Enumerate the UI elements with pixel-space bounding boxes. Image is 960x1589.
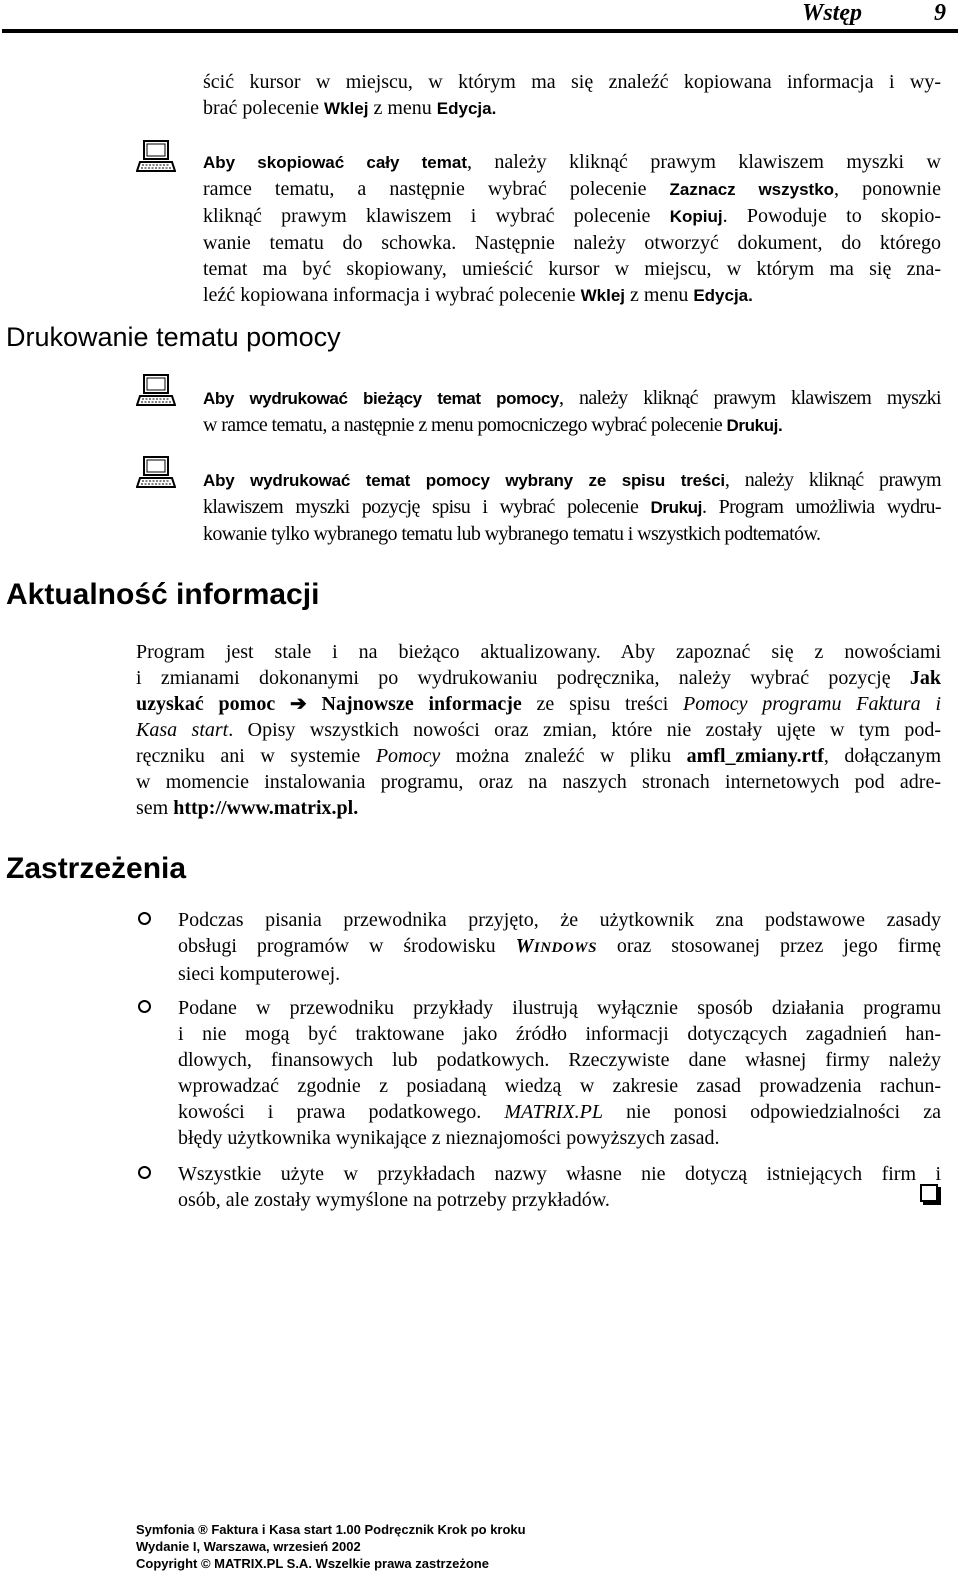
text-line: Podane w przewodniku przykłady ilustrują wyłącznie sposób działania programu — [178, 997, 941, 1019]
paragraph-print-current-topic — [203, 385, 941, 439]
text-run: . Powoduje to skopio- — [722, 205, 941, 227]
circle-bullet-icon — [138, 912, 151, 925]
paragraph-print-from-contents — [203, 467, 941, 547]
text-run: , ponownie — [834, 178, 941, 200]
list-item — [178, 995, 941, 1151]
text-run-bold: Aby wydrukować temat pomocy wybrany ze spisu treści — [203, 471, 725, 490]
text-run: ramce tematu, a następnie wybrać polecenie — [203, 178, 670, 200]
menu-command: Zaznacz wszystko — [669, 180, 835, 199]
text-line: sieci komputerowej. — [178, 963, 341, 985]
text-run: , należy kliknąć prawym — [724, 469, 941, 491]
text-run: , należy kliknąć prawym klawiszem myszki w — [466, 151, 941, 173]
computer-icon — [136, 140, 176, 174]
text-run: obsługi programów w środowisku — [178, 935, 516, 957]
text-run-italic: Kasa start — [136, 719, 229, 741]
text-run: klawiszem myszki pozycję spisu i wybrać polecenie — [203, 496, 651, 518]
text-run-smallcaps: W — [515, 935, 534, 957]
computer-icon — [136, 374, 176, 408]
text-line: Podczas pisania przewodnika przyjęto, że użytkownik zna podstawowe zasady — [178, 909, 941, 931]
footer-line: Symfonia ® Faktura i Kasa start 1.00 Podręcznik Krok po kroku — [136, 1522, 526, 1537]
text-run: w ramce tematu, a następnie z menu pomocniczego wybrać polecenie — [203, 414, 727, 436]
text-line: temat ma być skopiowany, umieścić kursor w miejscu, w którym ma się zna- — [203, 258, 941, 280]
text-run-bold: Aby skopiować cały temat — [203, 153, 467, 172]
text-run: , należy kliknąć prawym klawiszem myszki — [558, 387, 941, 409]
text-run-italic: Pomocy — [375, 745, 441, 767]
text-run-italic: Pomocy programu Faktura i — [683, 693, 941, 715]
text-run-bold: Jak — [909, 667, 941, 689]
list-item — [178, 1161, 941, 1213]
text-run: oraz stosowanej przez jego firmę — [596, 935, 942, 957]
list-item — [178, 907, 941, 987]
section-heading-drukowanie: Drukowanie tematu pomocy — [6, 322, 341, 352]
header-rule — [2, 29, 958, 33]
text-line: osób, ale zostały wymyślone na potrzeby przykładów. — [178, 1189, 610, 1211]
text-run: sem — [136, 797, 174, 819]
text-run: ze spisu treści — [521, 693, 684, 715]
text-line: dlowych, finansowych lub podatkowych. Rzeczywiste dane własnej firmy należy — [178, 1049, 941, 1071]
text-line: ścić kursor w miejscu, w którym ma się znaleźć kopiowana informacja i wy- — [203, 71, 941, 93]
circle-bullet-icon — [138, 1000, 151, 1013]
menu-command: Wklej — [324, 99, 369, 118]
text-line: i nie mogą być traktowane jako źródło informacji dotyczących zagadnień han- — [178, 1023, 941, 1045]
text-line: błędy użytkownika wynikające z nieznajomości powyższych zasad. — [178, 1127, 720, 1149]
footer-line: Copyright © MATRIX.PL S.A. Wszelkie prawa zastrzeżone — [136, 1556, 489, 1571]
text-line: kowanie tylko wybranego tematu lub wybranego tematu i wszystkich podtematów. — [203, 523, 821, 545]
page-number: 9 — [934, 0, 946, 26]
computer-icon — [136, 456, 176, 490]
text-run-smallcaps: INDOWS — [533, 940, 597, 956]
text-run-bold: Najnowsze informacje — [321, 693, 522, 715]
text-run: ręczniku ani w systemie — [136, 745, 376, 767]
text-line: Program jest stale i na bieżąco aktualizowany. Aby zapoznać się z nowościami — [136, 641, 941, 663]
text-run: kowości i prawa podatkowego. — [178, 1101, 505, 1123]
text-run: , dołączanym — [823, 745, 942, 767]
text-run: z menu — [368, 97, 437, 119]
text-run: z menu — [625, 284, 694, 306]
menu-name: Edycja. — [693, 286, 753, 305]
circle-bullet-icon — [138, 1166, 151, 1179]
text-run-bold: uzyskać pomoc — [136, 693, 276, 715]
web-address: http://www.matrix.pl. — [173, 797, 359, 819]
menu-command: Drukuj — [650, 498, 702, 517]
section-heading-zastrzezenia: Zastrzeżenia — [6, 852, 187, 885]
text-run: i zmianami dokonanymi po wydrukowaniu podręcznika, należy wybrać pozycję — [136, 667, 910, 689]
text-run: leźć kopiowana informacja i wybrać polecenie — [203, 284, 581, 306]
text-line: w momencie instalowania programu, oraz na naszych stronach internetowych pod adre- — [136, 771, 941, 793]
text-run: . Program umożliwia wydru- — [702, 496, 941, 518]
paragraph-copy-whole-topic — [203, 149, 941, 309]
menu-command: Kopiuj — [669, 207, 723, 226]
text-run-italic: MATRIX.PL — [504, 1101, 604, 1123]
arrow-icon: ➔ — [275, 693, 322, 715]
paragraph-copy-continued — [203, 69, 941, 122]
page-footer — [136, 1521, 526, 1572]
text-line: wanie tematu do schowka. Następnie należy otworzyć dokument, do którego — [203, 232, 941, 254]
text-run-bold: Aby wydrukować bieżący temat pomocy — [203, 389, 559, 408]
text-run: brać polecenie — [203, 97, 325, 119]
paragraph-aktualnosc — [136, 639, 941, 821]
page-header — [2, 0, 958, 34]
text-run: można znaleźć w pliku — [440, 745, 687, 767]
footer-line: Wydanie I, Warszawa, wrzesień 2002 — [136, 1539, 361, 1554]
text-run: . Opisy wszystkich nowości oraz zmian, które nie zostały ujęte w tym pod- — [228, 719, 941, 741]
text-run: nie ponosi odpowiedzialności za — [603, 1101, 941, 1123]
text-line: Wszystkie użyte w przykładach nazwy własne nie dotyczą istniejących firm i — [178, 1163, 941, 1185]
menu-command: Wklej — [580, 286, 626, 305]
section-heading-aktualnosc: Aktualność informacji — [6, 578, 320, 611]
end-box-icon — [920, 1184, 938, 1202]
menu-name: Edycja. — [436, 99, 497, 118]
text-run: kliknąć prawym klawiszem i wybrać polecenie — [203, 205, 670, 227]
file-name: amfl_zmiany.rtf — [686, 745, 824, 767]
text-line: wprowadzać zgodnie z posiadaną wiedzą w zakresie zasad prowadzenia rachun- — [178, 1075, 941, 1097]
menu-command: Drukuj. — [726, 416, 783, 435]
chapter-title: Wstęp — [802, 0, 862, 26]
